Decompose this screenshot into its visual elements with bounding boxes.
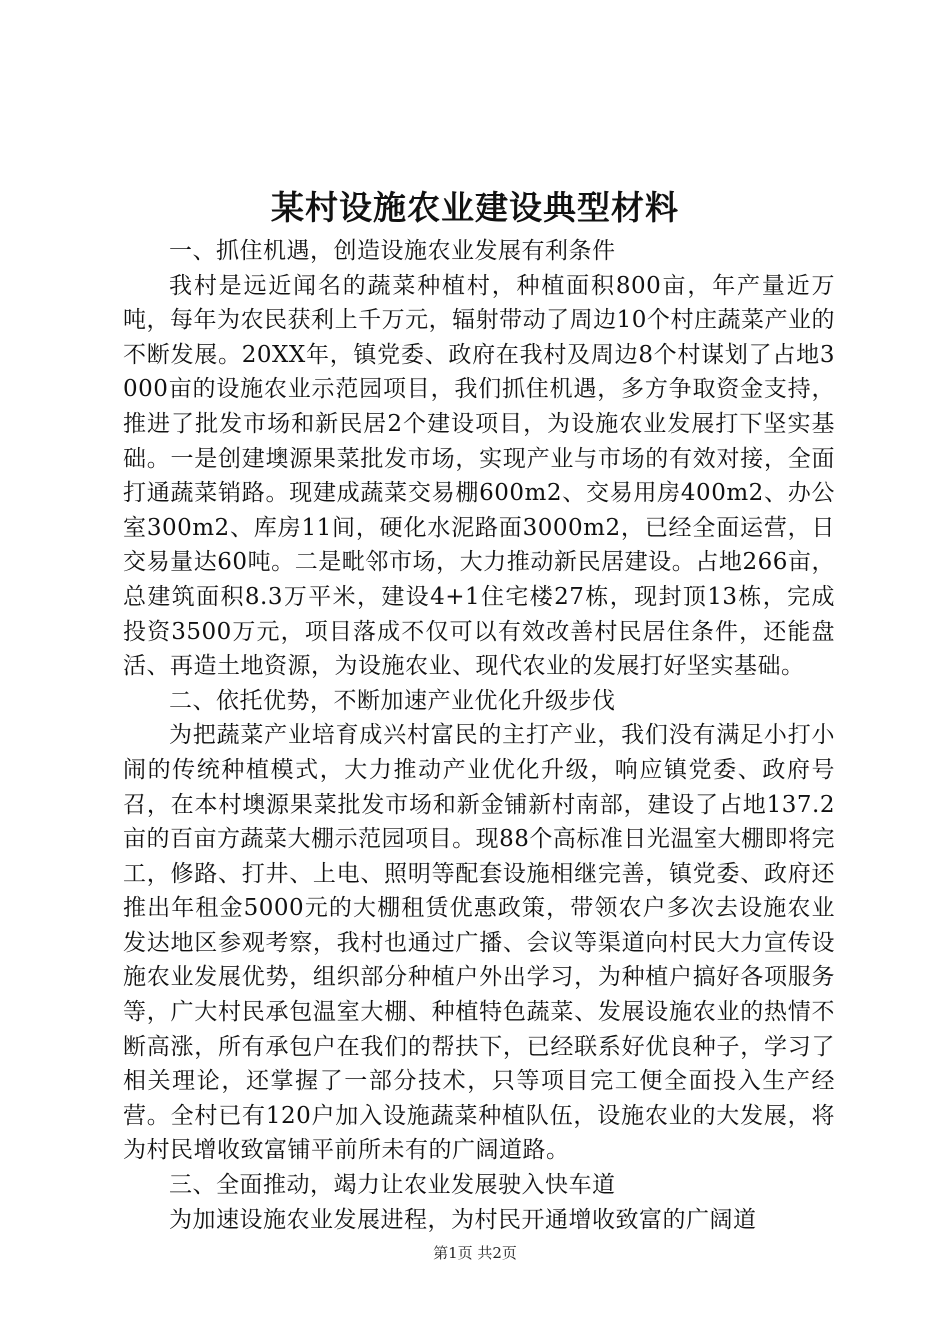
page-footer: 第1页 共2页 [433,1244,517,1262]
section-heading: 二、依托优势，不断加速产业优化升级步伐 [169,687,616,714]
section-paragraph: 为把蔬菜产业培育成兴村富民的主打产业，我们没有满足小打小闹的传统种植模式，大力推动产业优化升级，响应镇党委、政府号召，在本村墺源果菜批发市场和新金铺新村南部，建设了占地137.2亩的百亩方蔬菜大棚示范园项目。现88个高标准日光温室大棚即将完工，修路、打井、上电、照明等配套设施相继完善，镇党委、政府还推出年租金5000元的大棚租赁优惠政策，带领农户多次去设施农业发达地区参观考察，我村也通过广播、会议等渠道向村民大力宣传设施农业发展优势，组织部分种植户外出学习，为种植户搞好各项服务等，广大村民承包温室大棚、种植特色蔬菜、发展设施农业的热情不断高涨，所有承包户在我们的帮扶下，已经联系好优良种子，学习了相关理论，还掌握了一部分技术，只等项目完工便全面投入生产经营。全村已有120户加入设施蔬菜种植队伍，设施农业的大发展，将为村民增收致富铺平前所未有的广阔道路。 [123,722,835,1164]
document-title: 某村设施农业建设典型材料 [271,188,679,227]
section-heading: 三、全面推动，竭力让农业发展驶入快车道 [169,1172,616,1199]
section-paragraph: 我村是远近闻名的蔬菜种植村，种植面积800亩，年产量近万吨，每年为农民获利上千万元，辐射带动了周边10个村庄蔬菜产业的不断发展。20XX年，镇党委、政府在我村及周边8个村谋划了占地3000亩的设施农业示范园项目，我们抓住机遇，多方争取资金支持，推进了批发市场和新民居2个建设项目，为设施农业发展打下坚实基础。一是创建墺源果菜批发市场，实现产业与市场的有效对接，全面打通蔬菜销路。现建成蔬菜交易棚600m2、交易用房400m2、办公室300m2、库房11间，硬化水泥路面3000m2，已经全面运营，日交易量达60吨。二是毗邻市场，大力推动新民居建设。占地266亩，总建筑面积8.3万平米，建设4+1住宅楼27栋，现封顶13栋，完成投资3500万元，项目落成不仅可以有效改善村民居住条件，还能盘活、再造土地资源，为设施农业、现代农业的发展打好坚实基础。 [123,272,835,680]
section-paragraph: 为加速设施农业发展进程，为村民开通增收致富的广阔道 [169,1206,757,1233]
document-body [123,234,835,1237]
section-heading: 一、抓住机遇，创造设施农业发展有利条件 [169,238,616,264]
